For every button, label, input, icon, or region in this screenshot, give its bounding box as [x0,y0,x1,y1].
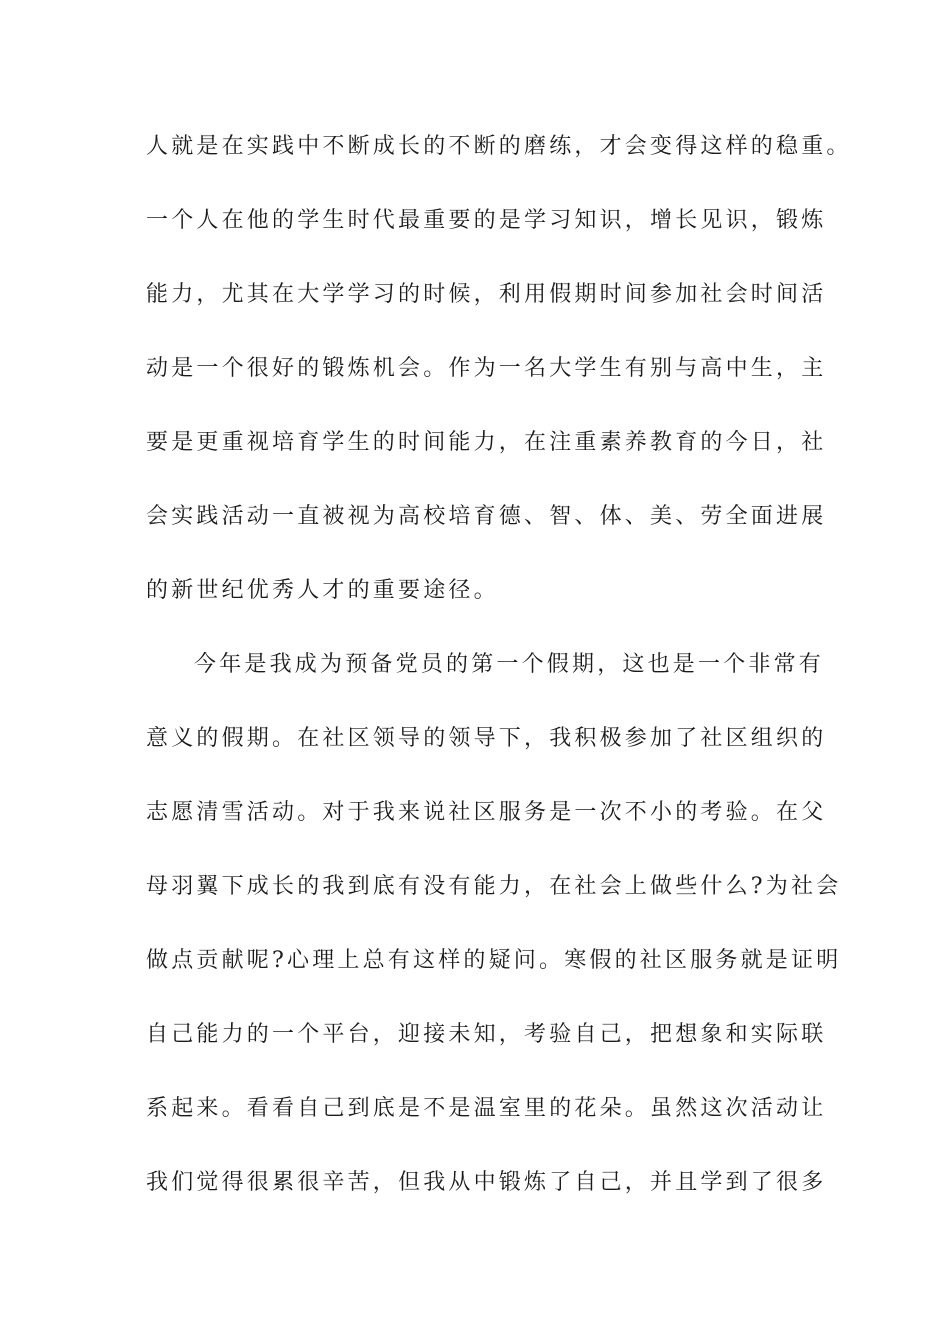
text-line: 能力，尤其在大学学习的时候，利用假期时间参加社会时间活 [146,282,827,307]
text-line: 做点贡献呢?心理上总有这样的疑问。寒假的社区服务就是证明 [146,948,842,973]
text-line: 人就是在实践中不断成长的不断的磨练，才会变得这样的稳重。 [146,134,852,159]
text-line: 我们觉得很累很辛苦，但我从中锻炼了自己，并且学到了很多 [146,1170,827,1195]
text-line: 意义的假期。在社区领导的领导下，我积极参加了社区组织的 [146,726,827,751]
text-line: 母羽翼下成长的我到底有没有能力，在社会上做些什么?为社会 [146,874,842,899]
text-line: 会实践活动一直被视为高校培育德、智、体、美、劳全面进展 [146,504,827,529]
text-line: 志愿清雪活动。对于我来说社区服务是一次不小的考验。在父 [146,800,827,825]
text-line: 自己能力的一个平台，迎接未知，考验自己，把想象和实际联 [146,1022,827,1047]
text-line: 系起来。看看自己到底是不是温室里的花朵。虽然这次活动让 [146,1096,827,1121]
paragraph-first-line: 今年是我成为预备党员的第一个假期，这也是一个非常有 [194,652,825,677]
body-text [146,126,852,1236]
text-line: 一个人在他的学生时代最重要的是学习知识，增长见识，锻炼 [146,208,827,233]
text-line: 的新世纪优秀人才的重要途径。 [146,578,499,603]
text-line: 要是更重视培育学生的时间能力，在注重素养教育的今日，社 [146,430,827,455]
text-line: 动是一个很好的锻炼机会。作为一名大学生有别与高中生，主 [146,356,827,381]
